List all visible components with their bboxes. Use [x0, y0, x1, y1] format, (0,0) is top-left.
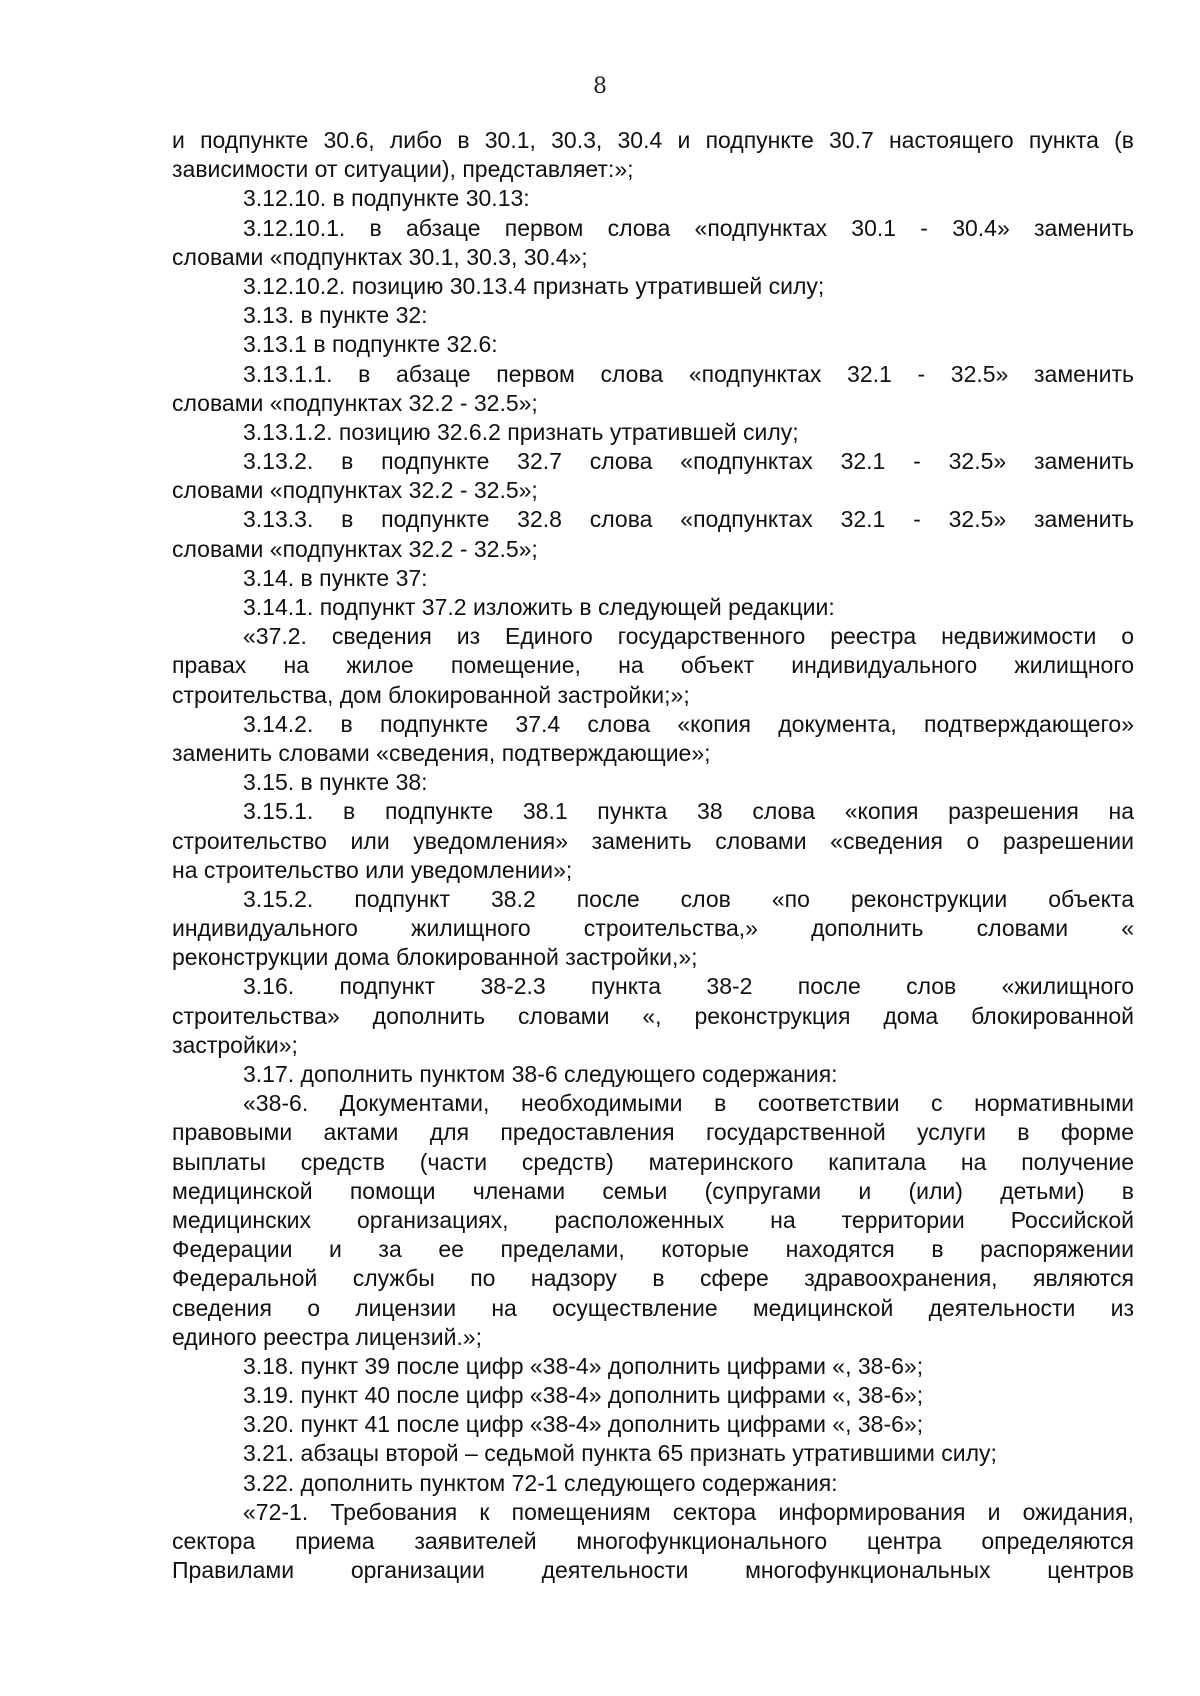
text-line: индивидуального жилищного строительства,» дополнить словами «	[172, 915, 1134, 942]
text-line: 3.13.1.1. в абзаце первом слова «подпунктах 32.1 - 32.5» заменить	[243, 360, 1134, 387]
text-line: 3.14.2. в подпункте 37.4 слова «копия документа, подтверждающего»	[243, 710, 1134, 737]
text-line: строительства» дополнить словами «, реконструкция дома блокированной	[172, 1002, 1134, 1029]
text-line: сведения о лицензии на осуществление медицинской деятельности из	[172, 1294, 1134, 1321]
text-line: 3.16. подпункт 38-2.3 пункта 38-2 после слов «жилищного	[243, 973, 1134, 1000]
text-line: 3.12.10.1. в абзаце первом слова «подпунктах 30.1 - 30.4» заменить	[243, 214, 1134, 241]
text-line: Федеральной службы по надзору в сфере здравоохранения, являются	[172, 1265, 1134, 1292]
text-line: строительства, дом блокированной застройки;»;	[172, 681, 690, 708]
text-line: словами «подпунктах 32.2 - 32.5»;	[172, 477, 538, 504]
text-line: 3.13.2. в подпункте 32.7 слова «подпунктах 32.1 - 32.5» заменить	[243, 448, 1134, 475]
text-line: 3.15. в пункте 38:	[243, 769, 428, 796]
text-line: 3.13.1 в подпункте 32.6:	[243, 331, 498, 358]
text-line: 3.13.1.2. позицию 32.6.2 признать утратившей силу;	[243, 418, 799, 445]
text-line: 3.18. пункт 39 после цифр «38-4» дополнить цифрами «, 38-6»;	[243, 1352, 924, 1379]
document-body	[172, 126, 1134, 1585]
text-line: Правилами организации деятельности многофункциональных центров	[172, 1557, 1134, 1584]
text-line: единого реестра лицензий.»;	[172, 1323, 482, 1350]
text-line: «38-6. Документами, необходимыми в соответствии с нормативными	[243, 1090, 1134, 1117]
text-line: словами «подпунктах 30.1, 30.3, 30.4»;	[172, 243, 588, 270]
text-line: 3.19. пункт 40 после цифр «38-4» дополнить цифрами «, 38-6»;	[243, 1382, 924, 1409]
text-line: 3.12.10.2. позицию 30.13.4 признать утратившей силу;	[243, 272, 825, 299]
text-line: на строительство или уведомлении»;	[172, 856, 573, 883]
text-line: 3.13. в пункте 32:	[243, 302, 428, 329]
text-line: медицинской помощи членами семьи (супругами и (или) детьми) в	[172, 1177, 1134, 1204]
text-line: медицинских организациях, расположенных на территории Российской	[172, 1206, 1134, 1233]
text-line: 3.15.2. подпункт 38.2 после слов «по реконструкции объекта	[243, 885, 1134, 912]
text-line: застройки»;	[172, 1031, 298, 1058]
text-line: выплаты средств (части средств) материнского капитала на получение	[172, 1148, 1134, 1175]
text-line: заменить словами «сведения, подтверждающие»;	[172, 739, 711, 766]
text-line: Федерации и за ее пределами, которые находятся в распоряжении	[172, 1236, 1134, 1263]
text-line: правах на жилое помещение, на объект индивидуального жилищного	[172, 652, 1134, 679]
text-line: 3.14. в пункте 37:	[243, 564, 428, 591]
text-line: «37.2. сведения из Единого государственного реестра недвижимости о	[243, 623, 1134, 650]
text-line: и подпункте 30.6, либо в 30.1, 30.3, 30.4 и подпункте 30.7 настоящего пункта (в	[172, 127, 1134, 153]
page-number: 8	[593, 74, 607, 99]
text-line: 3.17. дополнить пунктом 38-6 следующего содержания:	[243, 1061, 838, 1087]
text-line: 3.22. дополнить пунктом 72-1 следующего содержания:	[243, 1469, 838, 1496]
text-line: 3.13.3. в подпункте 32.8 слова «подпунктах 32.1 - 32.5» заменить	[243, 506, 1134, 533]
text-line: сектора приема заявителей многофункционального центра определяются	[172, 1528, 1134, 1554]
text-line: 3.20. пункт 41 после цифр «38-4» дополнить цифрами «, 38-6»;	[243, 1411, 924, 1438]
text-line: реконструкции дома блокированной застройки,»;	[172, 944, 698, 971]
text-line: 3.21. абзацы второй – седьмой пункта 65 признать утратившими силу;	[243, 1440, 997, 1467]
text-line: 3.12.10. в подпункте 30.13:	[243, 185, 530, 212]
text-line: словами «подпунктах 32.2 - 32.5»;	[172, 389, 538, 416]
text-line: строительство или уведомления» заменить словами «сведения о разрешении	[172, 827, 1134, 854]
text-line: зависимости от ситуации), представляет:»;	[172, 156, 634, 183]
text-line: 3.15.1. в подпункте 38.1 пункта 38 слова «копия разрешения на	[243, 798, 1134, 825]
text-line: правовыми актами для предоставления государственной услуги в форме	[172, 1119, 1134, 1146]
text-line: словами «подпунктах 32.2 - 32.5»;	[172, 535, 538, 562]
text-line: «72-1. Требования к помещениям сектора информирования и ожидания,	[243, 1498, 1134, 1525]
text-line: 3.14.1. подпункт 37.2 изложить в следующей редакции:	[243, 594, 835, 620]
